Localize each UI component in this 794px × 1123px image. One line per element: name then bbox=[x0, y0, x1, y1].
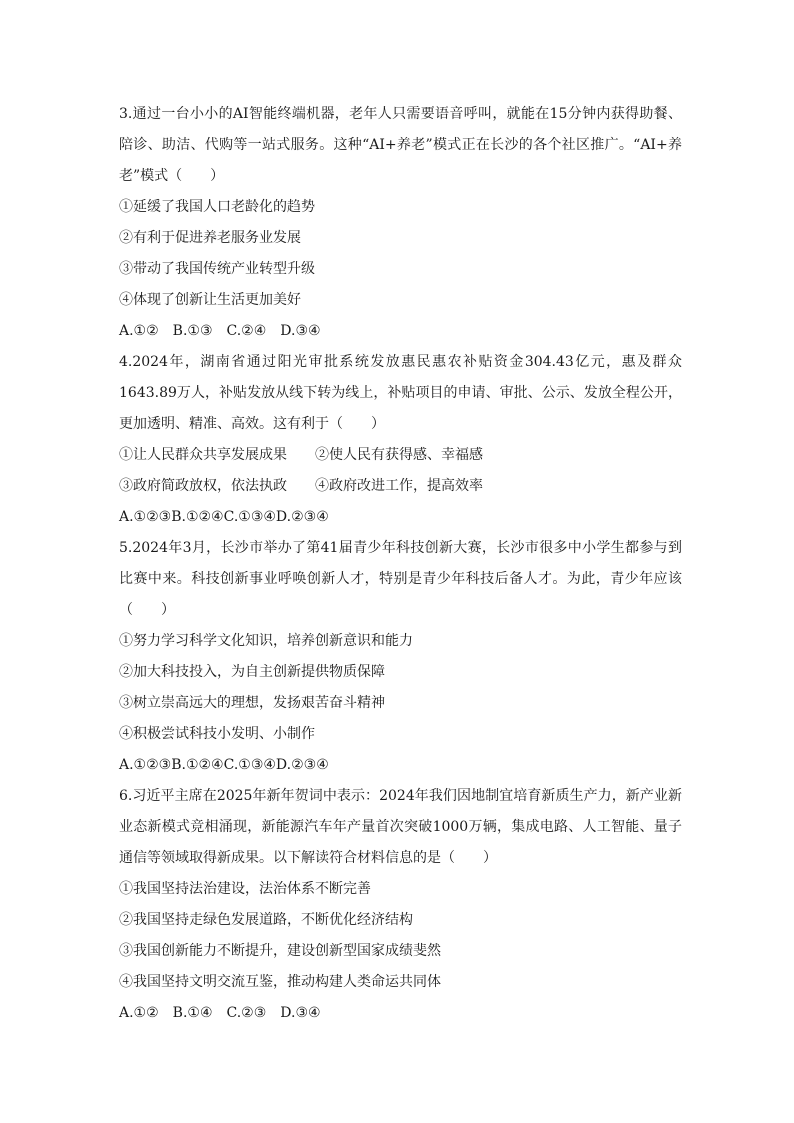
question-3 bbox=[119, 99, 682, 347]
question-4 bbox=[119, 347, 682, 533]
answer-choices: A.①② B.①③ C.②④ D.③④ bbox=[119, 323, 321, 339]
answer-choices: A.①② B.①④ C.②③ D.③④ bbox=[119, 1005, 321, 1021]
option-4: ④体现了创新让生活更加美好 bbox=[119, 292, 301, 308]
option-1: ①延缓了我国人口老龄化的趋势 bbox=[119, 199, 315, 215]
option-2: ②有利于促进养老服务业发展 bbox=[119, 230, 301, 246]
question-stem: 3.通过一台小小的AI智能终端机器，老年人只需要语音呼叫，就能在15分钟内获得助餐、陪诊、助洁、代购等一站式服务。这种“AI+养老”模式正在长沙的各个社区推广。“AI+养老”模式（ ） bbox=[119, 106, 682, 184]
option-row-1: ①让人民群众共享发展成果 ②使人民有获得感、幸福感 bbox=[119, 447, 483, 463]
question-list bbox=[119, 99, 682, 1029]
question-5 bbox=[119, 533, 682, 781]
option-3: ③带动了我国传统产业转型升级 bbox=[119, 261, 315, 277]
option-4: ④我国坚持文明交流互鉴，推动构建人类命运共同体 bbox=[119, 974, 441, 990]
question-stem: 4.2024年，湖南省通过阳光审批系统发放惠民惠农补贴资金304.43亿元，惠及群众1643.89万人，补贴发放从线下转为线上，补贴项目的申请、审批、公示、发放全程公开，更加透明、精准、高效。这有利于（ ） bbox=[119, 354, 682, 432]
question-stem: 5.2024年3月，长沙市举办了第41届青少年科技创新大赛，长沙市很多中小学生都参与到比赛中来。科技创新事业呼唤创新人才，特别是青少年科技后备人才。为此，青少年应该（ ） bbox=[119, 540, 682, 618]
question-stem: 6.习近平主席在2025年新年贺词中表示：2024年我们因地制宜培育新质生产力，新产业新业态新模式竞相涌现，新能源汽车年产量首次突破1000万辆，集成电路、人工智能、量子通信等领域取得新成果。以下解读符合材料信息的是（ ） bbox=[119, 788, 682, 866]
option-2: ②我国坚持走绿色发展道路，不断优化经济结构 bbox=[119, 912, 413, 928]
option-3: ③我国创新能力不断提升，建设创新型国家成绩斐然 bbox=[119, 943, 441, 959]
question-6 bbox=[119, 781, 682, 1029]
answer-choices: A.①②③B.①②④C.①③④D.②③④ bbox=[119, 509, 329, 525]
option-4: ④积极尝试科技小发明、小制作 bbox=[119, 726, 315, 742]
option-row-2: ③政府简政放权，依法执政 ④政府改进工作，提高效率 bbox=[119, 478, 483, 494]
option-2: ②加大科技投入，为自主创新提供物质保障 bbox=[119, 664, 385, 680]
option-1: ①努力学习科学文化知识，培养创新意识和能力 bbox=[119, 633, 413, 649]
option-1: ①我国坚持法治建设，法治体系不断完善 bbox=[119, 881, 371, 897]
option-3: ③树立崇高远大的理想，发扬艰苦奋斗精神 bbox=[119, 695, 385, 711]
answer-choices: A.①②③B.①②④C.①③④D.②③④ bbox=[119, 757, 329, 773]
